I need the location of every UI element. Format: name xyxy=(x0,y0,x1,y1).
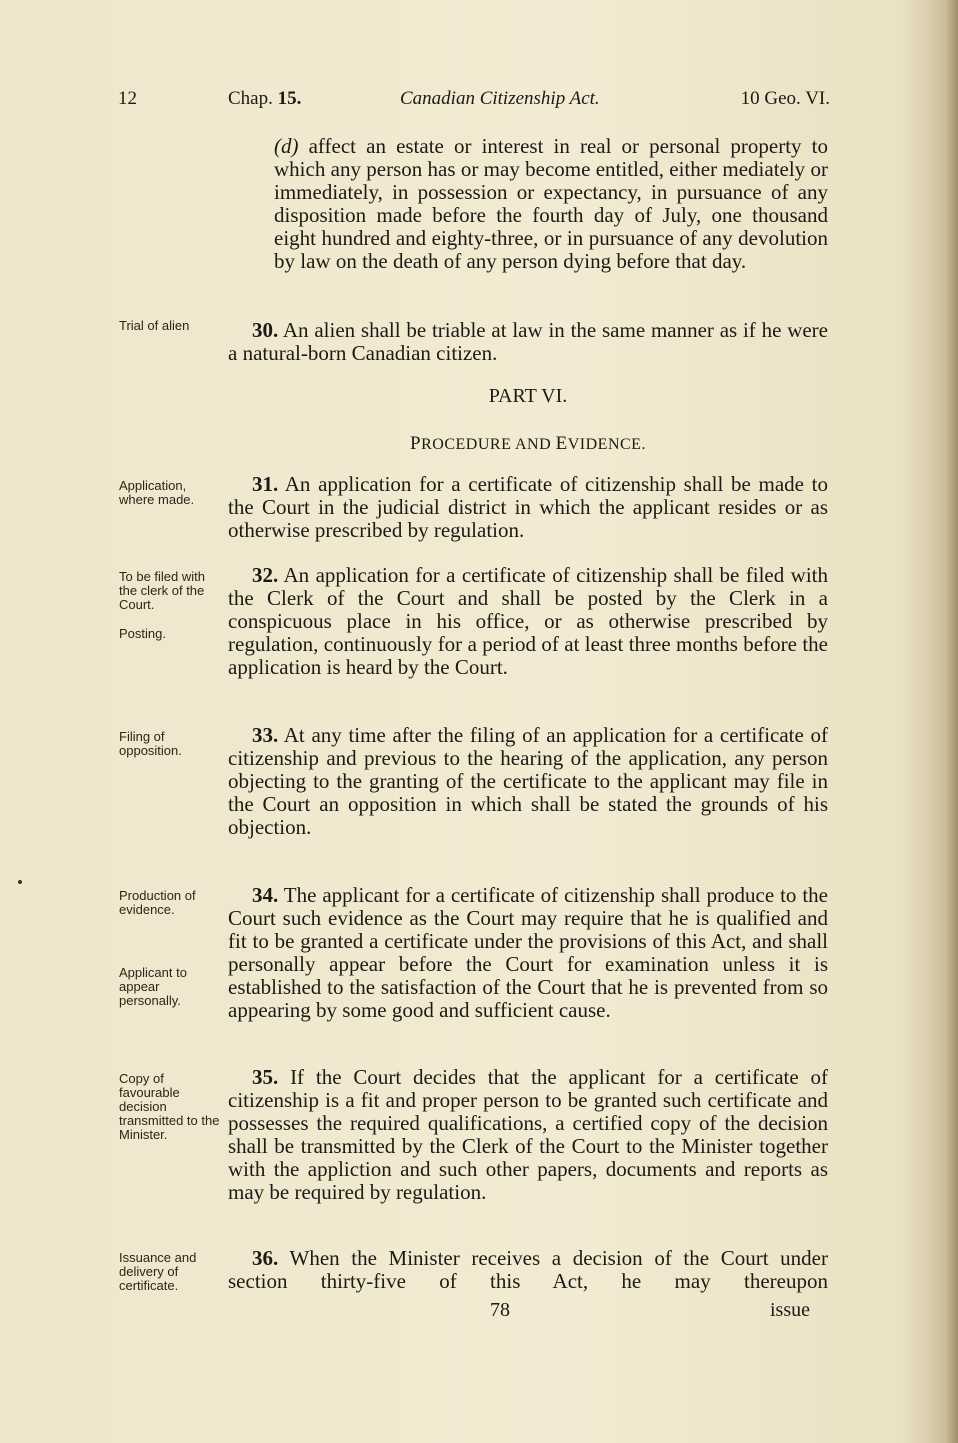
section-31 xyxy=(228,473,828,542)
section-35 xyxy=(228,1066,828,1204)
section-31-number: 31. xyxy=(252,472,279,496)
margin-note-34b: Applicant to appear personally. xyxy=(119,965,187,1008)
margin-note-31: Application, where made. xyxy=(119,478,195,507)
section-32-text: An application for a certificate of citizenship shall be filed with the Clerk of the Court and shall be posted by the Clerk in a conspicuous place in his office, or as otherwise prescribed by regulation, continuously for a period of at least three months before the application is heard by the Court. xyxy=(228,563,828,679)
section-33-text: At any time after the filing of an application for a certificate of citizenship and previous to the hearing of the application, any person objecting to the granting of the certificate to the applicant may file in the Court an opposition in which shall be stated the grounds of his objection. xyxy=(228,723,828,839)
section-32 xyxy=(228,564,828,679)
section-36-number: 36. xyxy=(252,1246,279,1270)
header-page-number: 12 xyxy=(118,88,137,109)
section-36 xyxy=(228,1247,828,1293)
subheading-initial-2: E xyxy=(555,433,568,454)
section-35-number: 35. xyxy=(252,1065,279,1089)
section-36-text: When the Minister receives a decision of the Court under section thirty-five of this Act, he may thereupon xyxy=(228,1246,828,1293)
section-34 xyxy=(228,884,828,1022)
section-30-text: An alien shall be triable at law in the same manner as if he were a natural-born Canadian citizen. xyxy=(228,318,828,365)
header-chapter-number: 15. xyxy=(277,88,302,109)
clause-d-label: (d) xyxy=(274,134,299,158)
margin-note-32a: To be filed with the clerk of the Court. xyxy=(119,569,205,612)
clause-d xyxy=(274,135,828,273)
section-32-number: 32. xyxy=(252,563,279,587)
header-chapter xyxy=(228,88,301,110)
subheading-conj: AND xyxy=(511,436,556,453)
section-31-text: An application for a certificate of citizenship shall be made to the Court in the judicial district in which the applicant resides or as otherwise prescribed by regulation. xyxy=(228,472,828,542)
margin-note-32b: Posting. xyxy=(119,626,166,641)
subheading-word-1: ROCEDURE xyxy=(421,436,512,453)
header-act-title: Canadian Citizenship Act. xyxy=(400,88,600,109)
margin-note-33: Filing of opposition. xyxy=(119,729,182,758)
section-34-text: The applicant for a certificate of citizenship shall produce to the Court such evidence as the Court may require that he is qualified and fit to be granted a certificate under the provisions of this Act, and shall personally appear before the Court for examination unless it is established to the satisfaction of the Court that he is prevented from so appearing by some good and sufficient cause. xyxy=(228,883,828,1022)
clause-d-text: affect an estate or interest in real or personal property to which any person has or may become entitled, either mediately or immediately, in possession or expectancy, in pursuance of any disposition made before the fourth day of July, one thousand eight hundred and eighty-three, or in pursuance of any devolution by law on the death of any person dying before that day. xyxy=(274,134,828,273)
section-33 xyxy=(228,724,828,839)
subheading-word-2: VIDENCE. xyxy=(567,436,646,453)
section-30 xyxy=(228,319,828,365)
part-subheading xyxy=(228,433,828,455)
margin-note-30: Trial of alien xyxy=(119,318,190,333)
page-edge xyxy=(944,0,958,1443)
section-35-text: If the Court decides that the applicant for a certificate of citizenship is a fit and proper person to be granted such certificate and possesses the required qualifications, a certified copy of the decision shall be transmitted by the Clerk of the Court to the Minister together with the appliction and such other papers, documents and reports as may be required by regulation. xyxy=(228,1065,828,1204)
subheading-initial-1: P xyxy=(410,433,422,454)
margin-note-34a: Production of evidence. xyxy=(119,888,196,917)
section-33-number: 33. xyxy=(252,723,279,747)
header-chapter-prefix: Chap. xyxy=(228,88,273,109)
running-header xyxy=(118,88,830,116)
footer-page-number: 78 xyxy=(490,1299,510,1321)
ink-speck xyxy=(18,880,22,884)
part-heading: PART VI. xyxy=(488,385,568,407)
section-30-number: 30. xyxy=(252,318,279,342)
section-34-number: 34. xyxy=(252,883,279,907)
header-reign: 10 Geo. VI. xyxy=(740,88,830,109)
margin-note-36: Issuance and delivery of certificate. xyxy=(119,1250,197,1293)
margin-note-35: Copy of favourable decision transmitted to the Minister. xyxy=(119,1071,220,1142)
footer-catchword: issue xyxy=(770,1299,810,1321)
